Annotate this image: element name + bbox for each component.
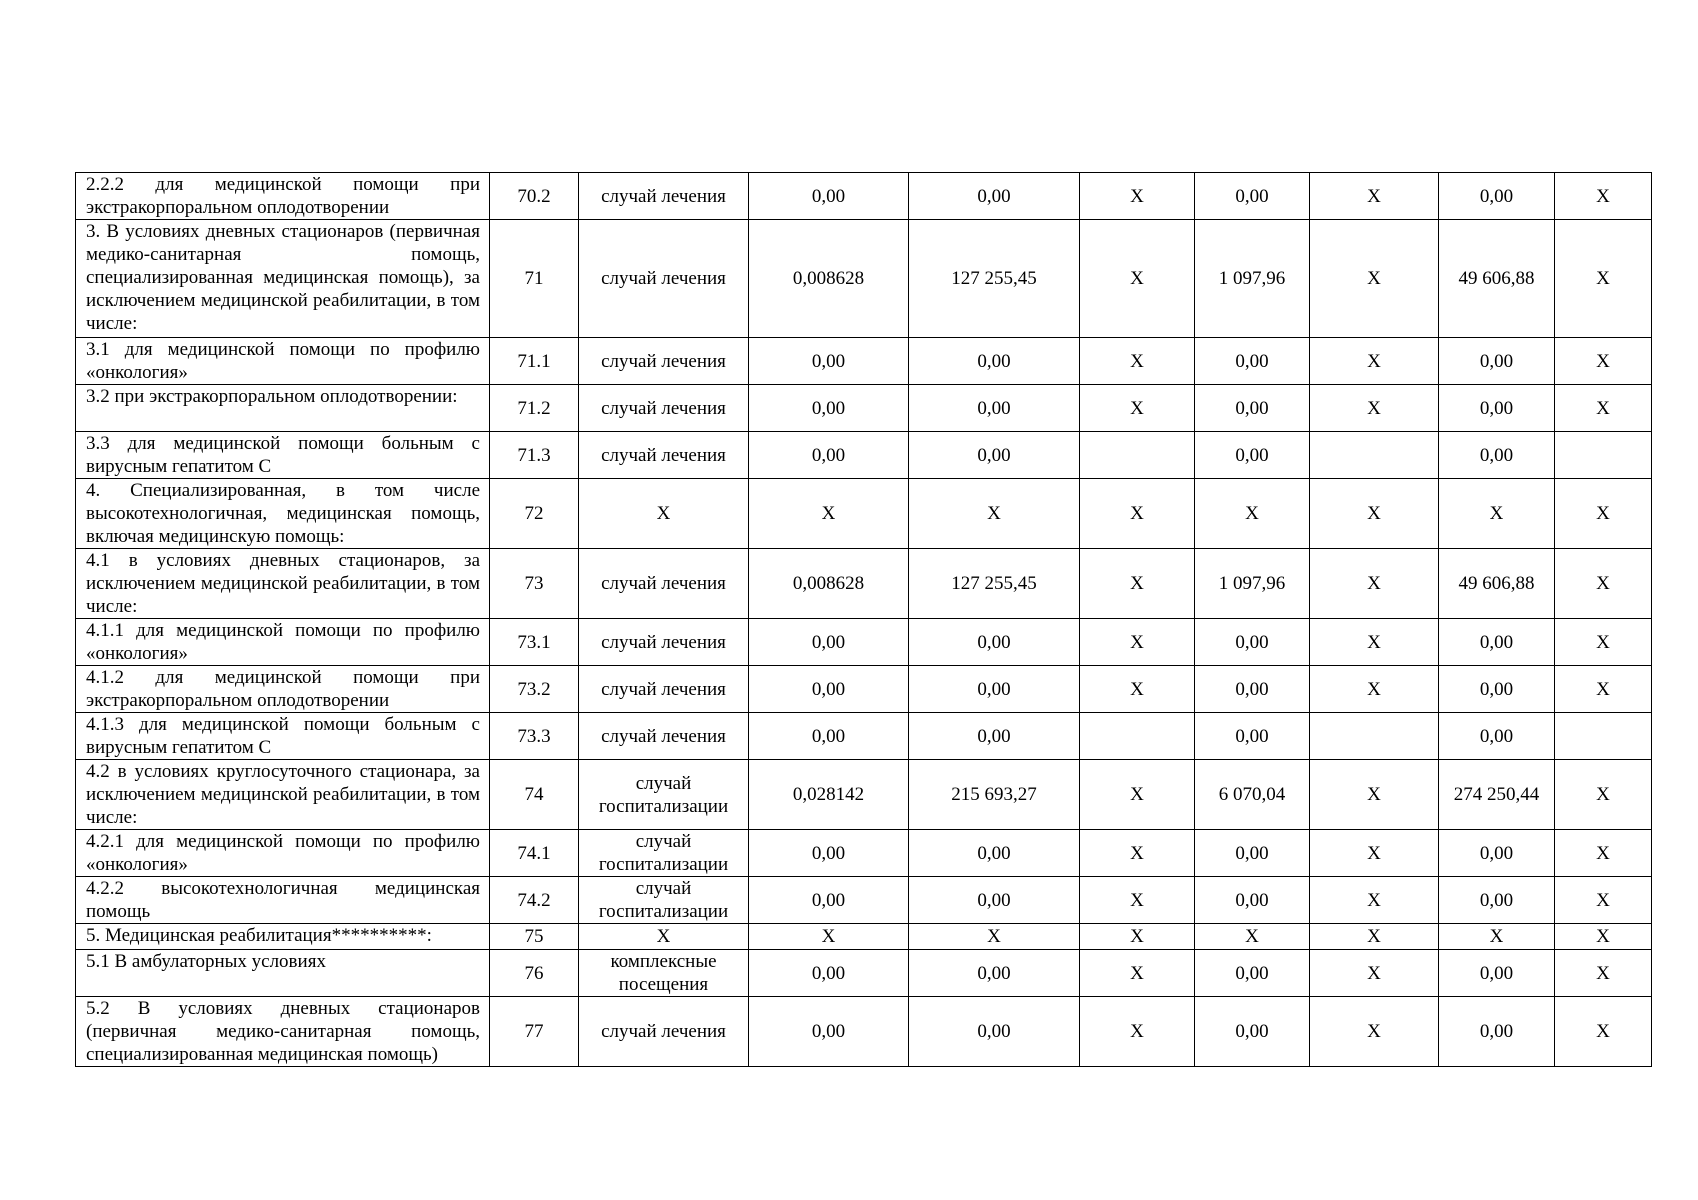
row-number: 73 xyxy=(490,549,579,619)
cost-norm: 0,00 xyxy=(909,877,1080,924)
volume-norm: 0,00 xyxy=(749,432,909,479)
per-capita-value: 0,00 xyxy=(1195,619,1310,666)
cost-norm: 0,00 xyxy=(909,619,1080,666)
column-8-value: X xyxy=(1310,760,1439,830)
table-row xyxy=(76,549,1652,619)
table-row xyxy=(76,173,1652,220)
cost-norm: X xyxy=(909,479,1080,549)
per-capita-value: 0,00 xyxy=(1195,338,1310,385)
cost-norm: 0,00 xyxy=(909,173,1080,220)
volume-norm: 0,00 xyxy=(749,713,909,760)
per-capita-value: X xyxy=(1195,924,1310,950)
row-description: 3. В условиях дневных стационаров (первичная медико-санитарная помощь, специализированная медицинская помощь), за исключением медицинской реабилитации, в том числе: xyxy=(76,220,490,338)
column-8-value: X xyxy=(1310,997,1439,1067)
table-row xyxy=(76,619,1652,666)
unit-of-measure: X xyxy=(579,924,749,950)
volume-norm: 0,00 xyxy=(749,997,909,1067)
care-volume-table xyxy=(75,172,1652,1067)
column-8-value: X xyxy=(1310,666,1439,713)
row-number: 71.2 xyxy=(490,385,579,432)
per-capita-value: 0,00 xyxy=(1195,385,1310,432)
row-number: 74.2 xyxy=(490,877,579,924)
per-capita-value: 0,00 xyxy=(1195,432,1310,479)
column-6-value: X xyxy=(1080,220,1195,338)
per-capita-value: 0,00 xyxy=(1195,877,1310,924)
cost-norm: 0,00 xyxy=(909,997,1080,1067)
total-cost-value: 0,00 xyxy=(1439,432,1555,479)
column-10-value: X xyxy=(1555,997,1652,1067)
row-description: 5.2 В условиях дневных стационаров (первичная медико-санитарная помощь, специализированная медицинская помощь) xyxy=(76,997,490,1067)
row-description: 4. Специализированная, в том числе высокотехнологичная, медицинская помощь, включая медицинскую помощь: xyxy=(76,479,490,549)
total-cost-value: 0,00 xyxy=(1439,877,1555,924)
row-description: 4.1.2 для медицинской помощи при экстракорпоральном оплодотворении xyxy=(76,666,490,713)
column-8-value: X xyxy=(1310,830,1439,877)
column-8-value: X xyxy=(1310,924,1439,950)
column-8-value: X xyxy=(1310,950,1439,997)
column-10-value: X xyxy=(1555,830,1652,877)
row-number: 71 xyxy=(490,220,579,338)
column-8-value: X xyxy=(1310,877,1439,924)
row-description: 4.1 в условиях дневных стационаров, за исключением медицинской реабилитации, в том числе: xyxy=(76,549,490,619)
column-6-value: X xyxy=(1080,924,1195,950)
cost-norm: 0,00 xyxy=(909,950,1080,997)
total-cost-value: 0,00 xyxy=(1439,666,1555,713)
per-capita-value: X xyxy=(1195,479,1310,549)
volume-norm: 0,00 xyxy=(749,619,909,666)
volume-norm: 0,00 xyxy=(749,173,909,220)
row-number: 73.1 xyxy=(490,619,579,666)
table-row xyxy=(76,479,1652,549)
total-cost-value: X xyxy=(1439,479,1555,549)
per-capita-value: 1 097,96 xyxy=(1195,549,1310,619)
table-row xyxy=(76,760,1652,830)
row-number: 75 xyxy=(490,924,579,950)
column-10-value: X xyxy=(1555,338,1652,385)
unit-of-measure: комплексные посещения xyxy=(579,950,749,997)
column-8-value xyxy=(1310,713,1439,760)
per-capita-value: 0,00 xyxy=(1195,997,1310,1067)
total-cost-value: 274 250,44 xyxy=(1439,760,1555,830)
volume-norm: 0,00 xyxy=(749,950,909,997)
row-description: 3.1 для медицинской помощи по профилю «онкология» xyxy=(76,338,490,385)
row-description: 4.2.2 высокотехнологичная медицинская помощь xyxy=(76,877,490,924)
column-10-value: X xyxy=(1555,666,1652,713)
table-row xyxy=(76,385,1652,432)
table-row xyxy=(76,432,1652,479)
volume-norm: 0,00 xyxy=(749,385,909,432)
total-cost-value: 0,00 xyxy=(1439,619,1555,666)
unit-of-measure: случай лечения xyxy=(579,220,749,338)
column-6-value: X xyxy=(1080,830,1195,877)
table-row xyxy=(76,830,1652,877)
row-number: 77 xyxy=(490,997,579,1067)
column-10-value xyxy=(1555,432,1652,479)
table-row xyxy=(76,713,1652,760)
column-8-value: X xyxy=(1310,173,1439,220)
per-capita-value: 6 070,04 xyxy=(1195,760,1310,830)
total-cost-value: 0,00 xyxy=(1439,950,1555,997)
column-8-value: X xyxy=(1310,338,1439,385)
row-number: 74.1 xyxy=(490,830,579,877)
total-cost-value: 0,00 xyxy=(1439,997,1555,1067)
row-description: 5.1 В амбулаторных условиях xyxy=(76,950,490,997)
cost-norm: 0,00 xyxy=(909,432,1080,479)
volume-norm: 0,00 xyxy=(749,666,909,713)
row-description: 3.3 для медицинской помощи больным с вирусным гепатитом С xyxy=(76,432,490,479)
row-number: 71.1 xyxy=(490,338,579,385)
unit-of-measure: случай лечения xyxy=(579,713,749,760)
column-10-value: X xyxy=(1555,479,1652,549)
per-capita-value: 0,00 xyxy=(1195,713,1310,760)
column-6-value: X xyxy=(1080,338,1195,385)
column-6-value: X xyxy=(1080,549,1195,619)
row-number: 72 xyxy=(490,479,579,549)
table-row xyxy=(76,924,1652,950)
column-10-value: X xyxy=(1555,950,1652,997)
row-number: 73.3 xyxy=(490,713,579,760)
column-6-value: X xyxy=(1080,619,1195,666)
column-6-value: X xyxy=(1080,760,1195,830)
volume-norm: 0,008628 xyxy=(749,220,909,338)
column-6-value: X xyxy=(1080,877,1195,924)
per-capita-value: 0,00 xyxy=(1195,950,1310,997)
table-row xyxy=(76,877,1652,924)
cost-norm: 0,00 xyxy=(909,666,1080,713)
column-6-value xyxy=(1080,432,1195,479)
unit-of-measure: случай лечения xyxy=(579,385,749,432)
row-number: 76 xyxy=(490,950,579,997)
column-10-value xyxy=(1555,713,1652,760)
unit-of-measure: случай лечения xyxy=(579,432,749,479)
row-description: 2.2.2 для медицинской помощи при экстракорпоральном оплодотворении xyxy=(76,173,490,220)
cost-norm: 215 693,27 xyxy=(909,760,1080,830)
row-description: 3.2 при экстракорпоральном оплодотворении: xyxy=(76,385,490,432)
column-10-value: X xyxy=(1555,385,1652,432)
volume-norm: 0,008628 xyxy=(749,549,909,619)
row-description: 4.2 в условиях круглосуточного стационара, за исключением медицинской реабилитации, в том числе: xyxy=(76,760,490,830)
volume-norm: 0,00 xyxy=(749,338,909,385)
total-cost-value: 49 606,88 xyxy=(1439,220,1555,338)
total-cost-value: 0,00 xyxy=(1439,173,1555,220)
cost-norm: 0,00 xyxy=(909,830,1080,877)
unit-of-measure: случай лечения xyxy=(579,997,749,1067)
unit-of-measure: случай лечения xyxy=(579,619,749,666)
column-10-value: X xyxy=(1555,173,1652,220)
column-8-value: X xyxy=(1310,549,1439,619)
cost-norm: 0,00 xyxy=(909,713,1080,760)
column-6-value: X xyxy=(1080,385,1195,432)
row-number: 73.2 xyxy=(490,666,579,713)
volume-norm: X xyxy=(749,924,909,950)
unit-of-measure: случай лечения xyxy=(579,338,749,385)
unit-of-measure: случай лечения xyxy=(579,666,749,713)
cost-norm: 127 255,45 xyxy=(909,549,1080,619)
table-row xyxy=(76,997,1652,1067)
cost-norm: X xyxy=(909,924,1080,950)
column-6-value: X xyxy=(1080,950,1195,997)
volume-norm: 0,00 xyxy=(749,830,909,877)
cost-norm: 127 255,45 xyxy=(909,220,1080,338)
unit-of-measure: случай госпитализации xyxy=(579,760,749,830)
per-capita-value: 1 097,96 xyxy=(1195,220,1310,338)
per-capita-value: 0,00 xyxy=(1195,666,1310,713)
column-6-value: X xyxy=(1080,173,1195,220)
row-description: 4.2.1 для медицинской помощи по профилю «онкология» xyxy=(76,830,490,877)
row-description: 4.1.3 для медицинской помощи больным с вирусным гепатитом С xyxy=(76,713,490,760)
column-10-value: X xyxy=(1555,619,1652,666)
total-cost-value: 49 606,88 xyxy=(1439,549,1555,619)
per-capita-value: 0,00 xyxy=(1195,173,1310,220)
column-6-value: X xyxy=(1080,666,1195,713)
unit-of-measure: случай госпитализации xyxy=(579,830,749,877)
table-row xyxy=(76,950,1652,997)
column-8-value: X xyxy=(1310,479,1439,549)
unit-of-measure: случай госпитализации xyxy=(579,877,749,924)
row-number: 71.3 xyxy=(490,432,579,479)
column-10-value: X xyxy=(1555,877,1652,924)
unit-of-measure: X xyxy=(579,479,749,549)
row-number: 70.2 xyxy=(490,173,579,220)
total-cost-value: 0,00 xyxy=(1439,713,1555,760)
table-row xyxy=(76,220,1652,338)
total-cost-value: 0,00 xyxy=(1439,385,1555,432)
volume-norm: 0,028142 xyxy=(749,760,909,830)
total-cost-value: 0,00 xyxy=(1439,338,1555,385)
volume-norm: 0,00 xyxy=(749,877,909,924)
column-6-value xyxy=(1080,713,1195,760)
column-10-value: X xyxy=(1555,549,1652,619)
row-description: 4.1.1 для медицинской помощи по профилю «онкология» xyxy=(76,619,490,666)
column-6-value: X xyxy=(1080,479,1195,549)
column-8-value: X xyxy=(1310,619,1439,666)
column-8-value xyxy=(1310,432,1439,479)
column-10-value: X xyxy=(1555,220,1652,338)
table-body xyxy=(76,173,1652,1067)
table-row xyxy=(76,666,1652,713)
unit-of-measure: случай лечения xyxy=(579,549,749,619)
total-cost-value: 0,00 xyxy=(1439,830,1555,877)
table-row xyxy=(76,338,1652,385)
column-10-value: X xyxy=(1555,924,1652,950)
volume-norm: X xyxy=(749,479,909,549)
cost-norm: 0,00 xyxy=(909,385,1080,432)
column-8-value: X xyxy=(1310,220,1439,338)
row-number: 74 xyxy=(490,760,579,830)
row-description: 5. Медицинская реабилитация**********: xyxy=(76,924,490,950)
column-8-value: X xyxy=(1310,385,1439,432)
column-10-value: X xyxy=(1555,760,1652,830)
cost-norm: 0,00 xyxy=(909,338,1080,385)
total-cost-value: X xyxy=(1439,924,1555,950)
unit-of-measure: случай лечения xyxy=(579,173,749,220)
column-6-value: X xyxy=(1080,997,1195,1067)
per-capita-value: 0,00 xyxy=(1195,830,1310,877)
